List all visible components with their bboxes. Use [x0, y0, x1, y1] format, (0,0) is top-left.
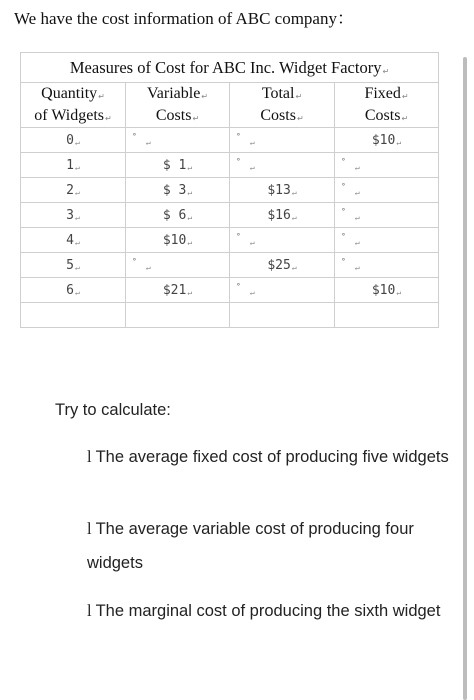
cost-table-container — [20, 52, 438, 328]
table-cell — [230, 178, 335, 203]
cell-value: 6 — [66, 282, 74, 298]
intro-text: We have the cost information of ABC company： — [14, 9, 354, 28]
return-mark: ↵ — [354, 212, 360, 222]
cell-value: $ 3 — [162, 182, 187, 198]
return-mark: ↵ — [396, 137, 402, 147]
table-cell — [230, 153, 335, 178]
empty-cell-mark: ° — [132, 256, 137, 266]
table-row — [21, 203, 439, 228]
table-cell — [21, 228, 126, 253]
question-item — [87, 512, 457, 580]
cell-value: $10 — [371, 282, 396, 298]
return-mark: ↵ — [354, 187, 360, 197]
return-mark: ↵ — [75, 262, 80, 272]
bullet-marker: l — [87, 519, 92, 538]
table-cell — [126, 303, 230, 328]
prompt-text: Try to calculate: — [55, 401, 171, 419]
return-mark: ↵ — [249, 137, 255, 147]
bullet-marker: l — [87, 601, 92, 620]
return-mark: ↵ — [187, 187, 193, 197]
cell-value: 2 — [66, 182, 74, 198]
cell-value: $13 — [267, 182, 291, 198]
header-of-widgets: of Widgets↵ — [21, 105, 126, 128]
table-title-row — [21, 53, 439, 83]
empty-cell-mark: ° — [236, 156, 241, 166]
empty-cell-mark: ° — [236, 231, 241, 241]
table-cell — [21, 253, 126, 278]
empty-cell-mark: ° — [341, 156, 346, 166]
return-mark: ↵ — [249, 237, 255, 247]
header-row-2 — [21, 105, 439, 128]
return-mark: ↵ — [75, 162, 80, 172]
return-mark: ↵ — [291, 187, 297, 197]
cost-table — [20, 52, 439, 328]
table-cell — [230, 278, 335, 303]
table-cell — [126, 228, 230, 253]
empty-cell-mark: ° — [341, 256, 346, 266]
table-cell — [335, 178, 439, 203]
cell-value: $25 — [267, 257, 291, 273]
table-cell — [21, 278, 126, 303]
return-mark: ↵ — [75, 212, 80, 222]
header-variable-costs: Costs↵ — [126, 105, 230, 128]
header-total-costs: Costs↵ — [230, 105, 335, 128]
cell-value: 5 — [66, 257, 74, 273]
return-mark: ↵ — [249, 287, 255, 297]
table-cell — [126, 253, 230, 278]
return-mark: ↵ — [291, 262, 297, 272]
cell-value: 3 — [66, 207, 74, 223]
cell-value: 4 — [66, 232, 74, 248]
return-mark: ↵ — [75, 237, 80, 247]
question-text: The average fixed cost of producing five widgets — [95, 448, 449, 466]
table-cell — [21, 178, 126, 203]
table-cell — [230, 128, 335, 153]
table-cell — [335, 278, 439, 303]
table-cell — [126, 278, 230, 303]
question-text: The marginal cost of producing the sixth widget — [95, 602, 441, 620]
return-mark: ↵ — [187, 212, 193, 222]
cell-value: $10 — [371, 132, 396, 148]
table-row — [21, 178, 439, 203]
return-mark: ↵ — [396, 287, 402, 297]
table-row-empty — [21, 303, 439, 328]
header-quantity: Quantity↵ — [21, 83, 126, 106]
table-cell — [126, 203, 230, 228]
return-mark: ↵ — [354, 237, 360, 247]
table-cell — [335, 253, 439, 278]
return-mark: ↵ — [187, 162, 193, 172]
table-row — [21, 278, 439, 303]
table-cell — [21, 128, 126, 153]
return-mark: ↵ — [145, 137, 151, 147]
question-text: The average variable cost of producing four widgets — [87, 520, 414, 572]
empty-cell-mark: ° — [341, 206, 346, 216]
cell-value: $ 1 — [162, 157, 187, 173]
table-cell — [335, 228, 439, 253]
return-mark: ↵ — [249, 162, 255, 172]
return-mark: ↵ — [187, 287, 193, 297]
header-fixed: Fixed↵ — [335, 83, 439, 106]
header-variable: Variable↵ — [126, 83, 230, 106]
table-cell — [21, 203, 126, 228]
question-item — [87, 440, 457, 474]
cell-value: $ 6 — [162, 207, 187, 223]
return-mark: ↵ — [75, 187, 80, 197]
table-cell — [126, 153, 230, 178]
cell-value: $16 — [267, 207, 291, 223]
table-cell — [21, 303, 126, 328]
table-cell — [335, 203, 439, 228]
table-cell — [335, 128, 439, 153]
cell-value: $10 — [162, 232, 187, 248]
return-mark: ↵ — [75, 287, 80, 297]
return-mark: ↵ — [75, 137, 80, 147]
bullet-marker: l — [87, 447, 92, 466]
table-row — [21, 153, 439, 178]
table-cell — [126, 178, 230, 203]
empty-cell-mark: ° — [132, 131, 137, 141]
table-cell — [230, 203, 335, 228]
cell-value: $21 — [162, 282, 187, 298]
table-row — [21, 253, 439, 278]
return-mark: ↵ — [187, 237, 193, 247]
table-cell — [230, 253, 335, 278]
scrollbar[interactable] — [463, 57, 467, 700]
return-mark: ↵ — [382, 66, 390, 76]
empty-cell-mark: ° — [236, 281, 241, 291]
table-row — [21, 228, 439, 253]
cell-value: 1 — [66, 157, 74, 173]
return-mark: ↵ — [354, 162, 360, 172]
table-cell — [126, 128, 230, 153]
table-row — [21, 128, 439, 153]
header-fixed-costs: Costs↵ — [335, 105, 439, 128]
cell-value: 0 — [66, 132, 74, 148]
empty-cell-mark: ° — [341, 181, 346, 191]
header-row-1 — [21, 83, 439, 106]
return-mark: ↵ — [145, 262, 151, 272]
table-cell — [230, 228, 335, 253]
empty-cell-mark: ° — [341, 231, 346, 241]
return-mark: ↵ — [354, 262, 360, 272]
table-cell — [21, 153, 126, 178]
question-item — [87, 594, 457, 628]
header-total: Total↵ — [230, 83, 335, 106]
empty-cell-mark: ° — [236, 131, 241, 141]
return-mark: ↵ — [291, 212, 297, 222]
table-cell — [230, 303, 335, 328]
table-title: Measures of Cost for ABC Inc. Widget Factory↵ — [21, 53, 439, 83]
table-cell — [335, 153, 439, 178]
table-cell — [335, 303, 439, 328]
